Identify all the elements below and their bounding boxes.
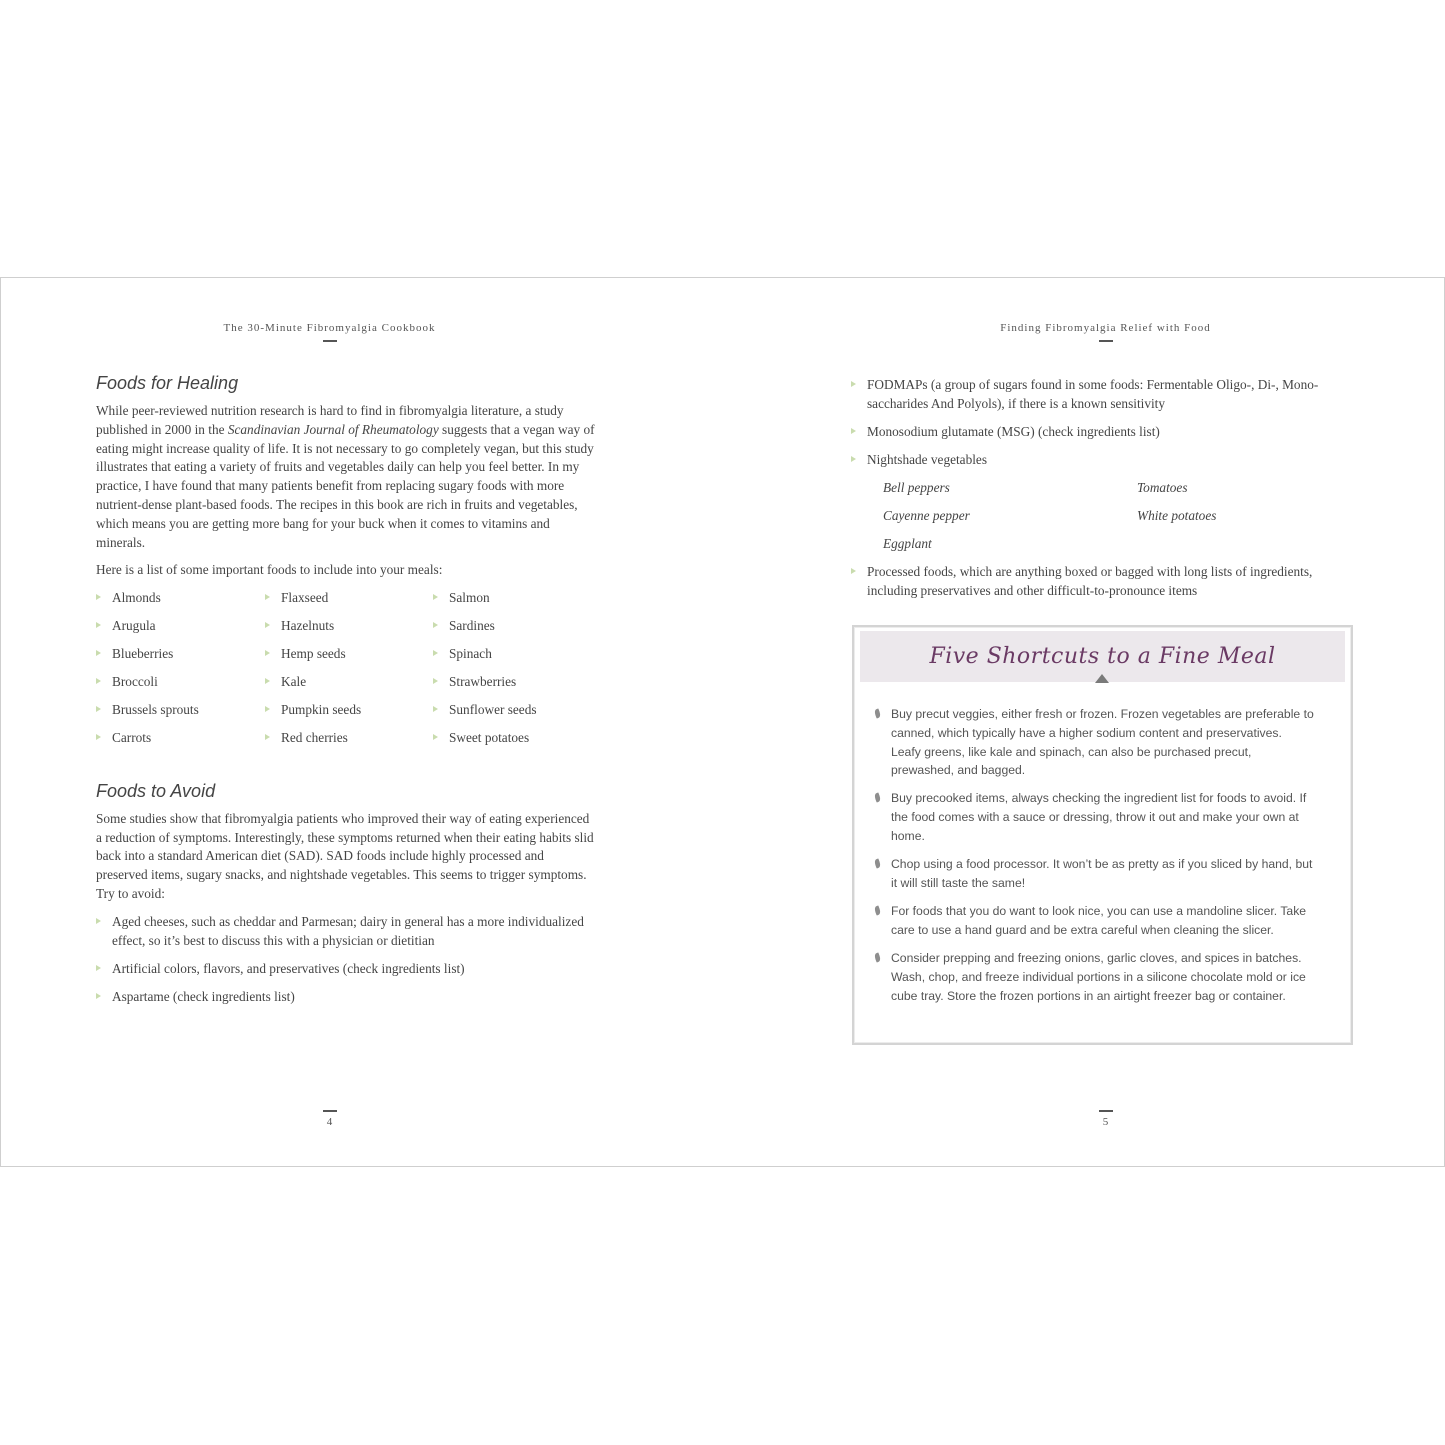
leaf-bullet-icon — [874, 952, 882, 962]
bullet-triangle-icon — [96, 706, 101, 712]
journal-title: Scandinavian Journal of Rheumatology — [227, 421, 439, 437]
foods-intro: Here is a list of some important foods to include into your meals: — [96, 562, 443, 578]
running-head-text: Finding Fibromyalgia Relief with Food — [1000, 322, 1211, 334]
divider-dash — [323, 1110, 337, 1112]
list-item: Arugula — [96, 617, 265, 636]
running-head-text: The 30-Minute Fibromyalgia Cookbook — [223, 322, 436, 334]
list-item: Carrots — [96, 729, 265, 748]
triangle-pointer-icon — [1095, 674, 1109, 683]
list-item: Sunflower seeds — [433, 701, 593, 720]
healing-text-end: suggests that a vegan way of eating might increase quality of life. It is not necessary to go completely vegan, but this study illustrates that eating a variety of fruits and vegetables daily can help you feel better. In my practice, I have found that many patients benefit from replacing sugary foods with more nutrient-dense plant-based foods. The recipes in this book are rich in fruits and vegetables, which means you are getting more bang for your buck when it comes to vitamins and minerals. — [96, 421, 595, 550]
list-item: Bell peppers — [883, 480, 950, 496]
leaf-bullet-icon — [874, 793, 882, 803]
leaf-bullet-icon — [874, 859, 882, 869]
bullet-triangle-icon — [96, 678, 101, 684]
avoid-list-continued — [851, 376, 1321, 470]
avoid-list — [96, 913, 596, 1007]
list-item: Flaxseed — [265, 589, 433, 608]
running-head — [745, 322, 1445, 342]
book-spread — [0, 277, 1445, 1167]
avoid-paragraph: Some studies show that fibromyalgia patients who improved their way of eating experienced a reduction of symptoms. Interestingly, these symptoms returned when their eating habits slid back into a standard American diet (SAD). SAD foods include highly processed and preserved items, sugary snacks, and nightshade vegetables. This seems to trigger symptoms. Try to avoid: — [96, 810, 594, 902]
list-item: Broccoli — [96, 673, 265, 692]
leaf-bullet-icon — [874, 905, 882, 915]
section-heading-avoid: Foods to Avoid — [96, 780, 216, 801]
bullet-triangle-icon — [433, 594, 438, 600]
list-item: White potatoes — [1137, 508, 1217, 524]
list-item: Processed foods, which are anything boxed or bagged with long lists of ingredients, including preservatives and other difficult-to-pronounce items — [851, 563, 1321, 601]
list-item: Aspartame (check ingredients list) — [96, 988, 596, 1007]
list-item: Sardines — [433, 617, 593, 636]
list-item: Hemp seeds — [265, 645, 433, 664]
bullet-triangle-icon — [433, 622, 438, 628]
list-item: Cayenne pepper — [883, 508, 970, 524]
healing-text-start: While peer-reviewed nutrition research is hard to find in fibromyalgia literature, a study published in 2000 in the — [96, 403, 564, 437]
section-heading-healing: Foods for Healing — [96, 373, 239, 393]
avoid-list-final — [851, 563, 1321, 601]
healing-foods-list — [96, 589, 596, 748]
right-page — [723, 278, 1444, 1166]
bullet-triangle-icon — [265, 594, 270, 600]
list-item: Red cherries — [265, 729, 433, 748]
bullet-triangle-icon — [433, 678, 438, 684]
bullet-triangle-icon — [96, 594, 101, 600]
list-item: Blueberries — [96, 645, 265, 664]
list-item: FODMAPs (a group of sugars found in some foods: Fermentable Oligo-, Di-, Mono-saccharides And Polyols), if there is a known sensitivity — [851, 376, 1321, 414]
bullet-triangle-icon — [96, 650, 101, 656]
bullet-triangle-icon — [96, 734, 101, 740]
bullet-triangle-icon — [433, 706, 438, 712]
list-item: Consider prepping and freezing onions, garlic cloves, and spices in batches. Wash, chop, and freeze individual portions in a silicone chocolate mold or ice cube tray. Store the frozen portions in an airtight freezer bag or container. — [874, 949, 1314, 1005]
list-item: Monosodium glutamate (MSG) (check ingredients list) — [851, 423, 1321, 442]
list-item: Buy precooked items, always checking the ingredient list for foods to avoid. If the food comes with a sauce or dressing, throw it out and make your own at home. — [874, 789, 1314, 845]
shortcuts-list — [874, 705, 1314, 1015]
bullet-triangle-icon — [265, 650, 270, 656]
bullet-triangle-icon — [265, 706, 270, 712]
divider-dash — [1099, 340, 1113, 342]
healing-paragraph — [96, 402, 596, 552]
bullet-triangle-icon — [265, 678, 270, 684]
bullet-triangle-icon — [851, 456, 856, 462]
bullet-triangle-icon — [96, 993, 101, 999]
list-item: Pumpkin seeds — [265, 701, 433, 720]
left-page — [1, 278, 722, 1166]
list-item: Almonds — [96, 589, 265, 608]
bullet-triangle-icon — [433, 650, 438, 656]
list-item: Buy precut veggies, either fresh or frozen. Frozen vegetables are preferable to canned, which typically have a higher sodium content and preservatives. Leafy greens, like kale and spinach, can also be purchased precut, prewashed, and bagged. — [874, 705, 1314, 780]
page-number-text: 5 — [1102, 1116, 1109, 1128]
bullet-triangle-icon — [851, 568, 856, 574]
bullet-triangle-icon — [96, 918, 101, 924]
bullet-triangle-icon — [851, 381, 856, 387]
page-number-text: 4 — [326, 1116, 333, 1128]
list-item: Nightshade vegetables — [851, 451, 1321, 470]
page-number — [0, 1110, 690, 1128]
bullet-triangle-icon — [433, 734, 438, 740]
bullet-triangle-icon — [265, 734, 270, 740]
list-item: Chop using a food processor. It won’t be as pretty as if you sliced by hand, but it will still taste the same! — [874, 855, 1314, 893]
bullet-triangle-icon — [96, 965, 101, 971]
list-item: Hazelnuts — [265, 617, 433, 636]
bullet-triangle-icon — [851, 428, 856, 434]
right-content — [851, 376, 1321, 610]
sidebar-title: Five Shortcuts to a Fine Meal — [929, 644, 1276, 669]
list-item: Salmon — [433, 589, 593, 608]
list-item: Spinach — [433, 645, 593, 664]
leaf-bullet-icon — [874, 708, 882, 718]
list-item: Eggplant — [883, 536, 932, 552]
shortcuts-sidebar — [852, 625, 1353, 1045]
bullet-triangle-icon — [265, 622, 270, 628]
divider-dash — [323, 340, 337, 342]
left-content — [96, 373, 596, 1016]
list-item: Strawberries — [433, 673, 593, 692]
page-number — [745, 1110, 1445, 1128]
divider-dash — [1099, 1110, 1113, 1112]
nightshade-list — [883, 479, 1321, 554]
bullet-triangle-icon — [96, 622, 101, 628]
list-item: For foods that you do want to look nice, you can use a mandoline slicer. Take care to use a hand guard and be extra careful when cleaning the slicer. — [874, 902, 1314, 940]
list-item: Aged cheeses, such as cheddar and Parmesan; dairy in general has a more individualized effect, so it’s best to discuss this with a physician or dietitian — [96, 913, 596, 951]
list-item: Sweet potatoes — [433, 729, 593, 748]
list-item: Artificial colors, flavors, and preservatives (check ingredients list) — [96, 960, 596, 979]
list-item: Tomatoes — [1137, 480, 1188, 496]
list-item: Brussels sprouts — [96, 701, 265, 720]
list-item: Kale — [265, 673, 433, 692]
running-head — [0, 322, 690, 342]
